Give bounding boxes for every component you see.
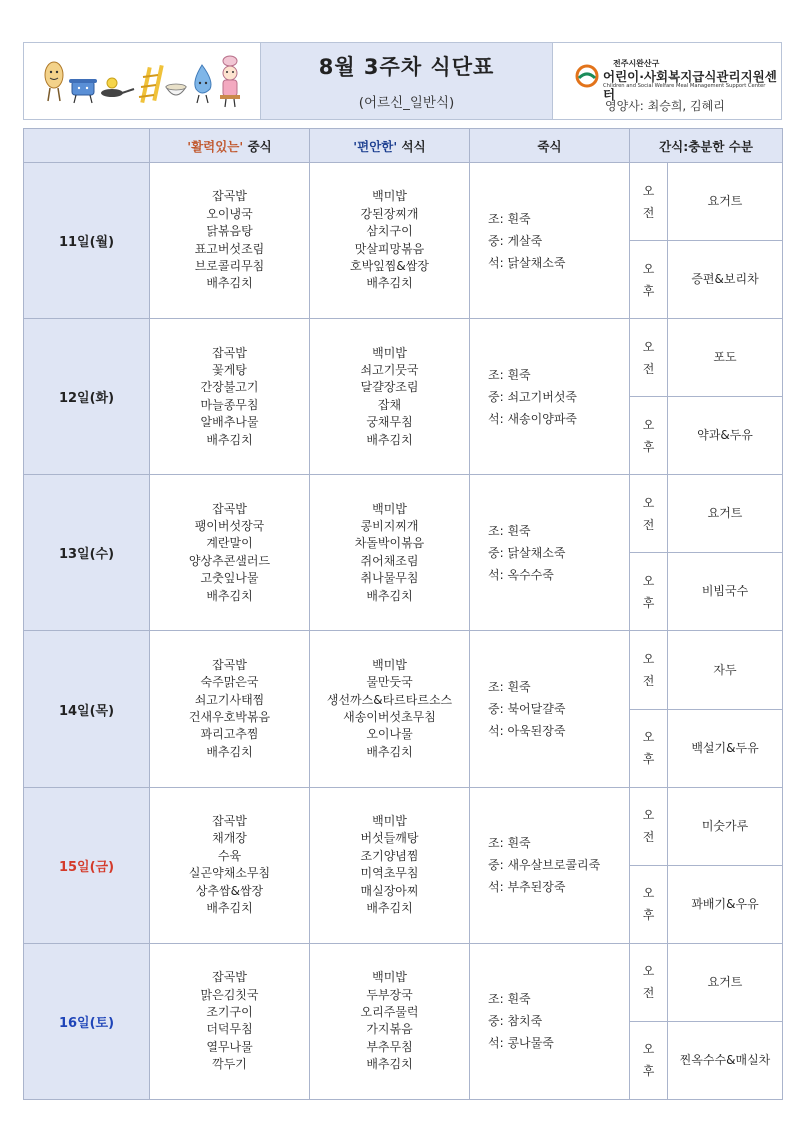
menu-item: 취나물무침 <box>360 571 419 586</box>
menu-item: 고춧잎나물 <box>200 571 259 586</box>
menu-item: 배추김치 <box>366 901 413 916</box>
snack-period-pm <box>630 241 668 319</box>
menu-item: 배추김치 <box>366 744 413 759</box>
menu-item: 생선까스&타르타르소스 <box>326 692 453 707</box>
period-char: 오 <box>642 495 655 510</box>
snack-pm: 찐옥수수&매실차 <box>668 1021 783 1099</box>
menu-item: 계란말이 <box>206 536 253 551</box>
period-char: 오 <box>642 730 655 745</box>
porridge-menu <box>470 787 630 943</box>
menu-item: 잡곡밥 <box>212 189 247 204</box>
period-char: 전 <box>642 674 655 688</box>
snack-pm: 백설기&두유 <box>668 709 783 787</box>
center-logo-icon <box>575 64 599 88</box>
day-label: 15일(금) <box>24 787 150 943</box>
menu-item: 물만둣국 <box>366 675 413 690</box>
day-label: 16일(토) <box>24 943 150 1099</box>
lunch-menu <box>150 475 310 631</box>
menu-item: 중: 북어달걀죽 <box>488 702 566 717</box>
menu-item: 배추김치 <box>366 588 413 603</box>
period-char: 후 <box>642 439 655 454</box>
menu-item: 수육 <box>217 848 242 863</box>
porridge-menu <box>470 163 630 319</box>
menu-item: 잡곡밥 <box>212 813 247 828</box>
porridge-menu <box>470 475 630 631</box>
menu-item: 잡곡밥 <box>212 970 247 985</box>
snack-period-pm <box>630 865 668 943</box>
snack-pm: 약과&두유 <box>668 397 783 475</box>
menu-item: 쇠고기사태찜 <box>194 692 265 707</box>
period-char: 오 <box>642 964 655 979</box>
menu-item: 배추김치 <box>206 588 253 603</box>
menu-item: 가지볶음 <box>366 1022 413 1037</box>
menu-item: 오리주물럭 <box>360 1004 419 1019</box>
table-row <box>24 787 783 865</box>
menu-item: 깍두기 <box>212 1057 247 1072</box>
org-block <box>553 43 781 119</box>
menu-item: 백미밥 <box>372 970 407 985</box>
org-english-name: Children and Social Welfare Meal Management Support Center <box>603 83 766 89</box>
period-char: 후 <box>642 908 655 923</box>
menu-item: 열무나물 <box>206 1039 253 1054</box>
menu-item: 조기구이 <box>206 1004 253 1019</box>
lunch-menu <box>150 163 310 319</box>
menu-item: 중: 닭살채소죽 <box>488 545 566 560</box>
menu-item: 조: 흰죽 <box>488 992 531 1007</box>
porridge-menu <box>470 943 630 1099</box>
menu-item: 배추김치 <box>366 276 413 291</box>
period-char: 전 <box>642 830 655 845</box>
menu-item: 잡곡밥 <box>212 345 247 360</box>
menu-body <box>24 163 783 1100</box>
period-char: 전 <box>642 205 655 220</box>
menu-item: 배추김치 <box>366 432 413 447</box>
menu-item: 쇠고기뭇국 <box>360 362 419 377</box>
menu-item: 알배추나물 <box>200 415 259 430</box>
cooking-characters-icon <box>24 43 261 121</box>
dietitian-names: 영양사: 최승희, 김혜리 <box>605 99 725 113</box>
snack-period-am <box>630 163 668 241</box>
menu-item: 중: 참치죽 <box>488 1014 543 1029</box>
menu-item: 조: 흰죽 <box>488 367 531 382</box>
menu-item: 백미밥 <box>372 813 407 828</box>
period-char: 전 <box>642 517 655 532</box>
period-char: 오 <box>642 808 655 823</box>
menu-item: 조: 흰죽 <box>488 680 531 695</box>
menu-item: 실곤약채소무침 <box>188 866 271 881</box>
lunch-menu <box>150 787 310 943</box>
menu-item: 꽈리고추찜 <box>200 727 259 742</box>
snack-am: 요거트 <box>668 163 783 241</box>
menu-item: 중: 새우살브로콜리죽 <box>488 858 601 873</box>
menu-item: 미역초무침 <box>360 866 419 881</box>
menu-item: 양상추콘샐러드 <box>188 553 271 568</box>
menu-item: 백미밥 <box>372 501 407 516</box>
snack-period-am <box>630 475 668 553</box>
snack-period-am <box>630 787 668 865</box>
day-label: 11일(월) <box>24 163 150 319</box>
dinner-menu <box>310 475 470 631</box>
menu-item: 차돌박이볶음 <box>354 536 425 551</box>
snack-am: 자두 <box>668 631 783 709</box>
snack-am: 요거트 <box>668 475 783 553</box>
period-char: 전 <box>642 986 655 1001</box>
menu-item: 버섯들깨탕 <box>360 831 419 846</box>
org-district: 전주시완산구 <box>613 59 660 68</box>
menu-item: 닭볶음탕 <box>206 224 253 239</box>
table-row <box>24 943 783 1021</box>
snack-period-pm <box>630 709 668 787</box>
menu-item: 오이나물 <box>366 727 413 742</box>
menu-item: 석: 콩나물죽 <box>488 1036 554 1051</box>
snack-am: 요거트 <box>668 943 783 1021</box>
menu-item: 조: 흰죽 <box>488 523 531 538</box>
menu-item: 맑은김칫국 <box>200 987 259 1002</box>
menu-item: 삼치구이 <box>366 224 413 239</box>
menu-item: 더덕무침 <box>206 1022 253 1037</box>
menu-item: 간장불고기 <box>200 380 259 395</box>
table-row <box>24 475 783 553</box>
snack-period-pm <box>630 1021 668 1099</box>
menu-item: 석: 닭살채소죽 <box>488 255 566 270</box>
menu-item: 배추김치 <box>366 1057 413 1072</box>
chef-illustration <box>24 43 261 119</box>
period-char: 후 <box>642 752 655 767</box>
period-char: 오 <box>642 1042 655 1057</box>
menu-item: 잡채 <box>377 397 402 412</box>
day-label: 12일(화) <box>24 319 150 475</box>
menu-item: 조: 흰죽 <box>488 211 531 226</box>
table-row <box>24 319 783 397</box>
snack-period-pm <box>630 553 668 631</box>
lunch-menu <box>150 631 310 787</box>
snack-period-am <box>630 631 668 709</box>
period-char: 후 <box>642 595 655 610</box>
menu-item: 브로콜리무침 <box>194 258 265 273</box>
menu-item: 석: 옥수수죽 <box>488 567 554 582</box>
menu-item: 석: 아욱된장죽 <box>488 724 566 739</box>
header-day <box>24 129 150 163</box>
menu-item: 새송이버섯초무침 <box>343 710 436 725</box>
header-dinner: '편안한' 석식 <box>310 129 470 163</box>
menu-item: 표고버섯조림 <box>194 241 265 256</box>
header-lunch: '활력있는' 중식 <box>150 129 310 163</box>
lunch-menu <box>150 319 310 475</box>
menu-item: 조: 흰죽 <box>488 836 531 851</box>
menu-item: 부추무침 <box>366 1039 413 1054</box>
menu-item: 달걀장조림 <box>360 380 419 395</box>
menu-item: 배추김치 <box>206 744 253 759</box>
menu-item: 중: 게살죽 <box>488 233 543 248</box>
menu-item: 중: 쇠고기버섯죽 <box>488 389 578 404</box>
menu-item: 맛살피망볶음 <box>354 241 425 256</box>
header-porridge: 죽식 <box>470 129 630 163</box>
period-char: 오 <box>642 183 655 198</box>
menu-item: 백미밥 <box>372 189 407 204</box>
menu-item: 강된장찌개 <box>360 206 419 221</box>
title-block <box>261 43 553 119</box>
period-char: 후 <box>642 1064 655 1079</box>
table-header-row <box>24 129 783 163</box>
menu-item: 배추김치 <box>206 901 253 916</box>
menu-item: 조기양념찜 <box>360 848 419 863</box>
menu-item: 오이냉국 <box>206 206 253 221</box>
dinner-menu <box>310 787 470 943</box>
lunch-menu <box>150 943 310 1099</box>
snack-pm: 꽈배기&우유 <box>668 865 783 943</box>
page-title: 8월 3주차 식단표 <box>318 55 495 79</box>
menu-item: 잡곡밥 <box>212 657 247 672</box>
menu-item: 채개장 <box>212 831 247 846</box>
menu-item: 백미밥 <box>372 657 407 672</box>
snack-pm: 증편&보리차 <box>668 241 783 319</box>
period-char: 오 <box>642 652 655 666</box>
snack-period-am <box>630 943 668 1021</box>
period-char: 오 <box>642 573 655 588</box>
dinner-menu <box>310 943 470 1099</box>
period-char: 오 <box>642 261 655 276</box>
period-char: 전 <box>642 361 655 376</box>
table-row <box>24 163 783 241</box>
snack-am: 미숫가루 <box>668 787 783 865</box>
dinner-menu <box>310 163 470 319</box>
snack-period-pm <box>630 397 668 475</box>
page-header <box>23 42 782 120</box>
day-label: 14일(목) <box>24 631 150 787</box>
period-char: 오 <box>642 886 655 901</box>
weekly-menu-table <box>23 128 783 1100</box>
day-label: 13일(수) <box>24 475 150 631</box>
snack-am: 포도 <box>668 319 783 397</box>
menu-item: 궁채무침 <box>366 415 413 430</box>
menu-item: 콩비지찌개 <box>360 519 419 534</box>
org-name: 어린이·사회복지급식관리지원센터 <box>603 69 777 102</box>
menu-item: 마늘종무침 <box>200 397 259 412</box>
menu-item: 배추김치 <box>206 432 253 447</box>
menu-item: 건새우호박볶음 <box>188 710 271 725</box>
menu-item: 매실장아찌 <box>360 883 419 898</box>
header-snack: 간식:충분한 수분 <box>630 129 783 163</box>
menu-item: 백미밥 <box>372 345 407 360</box>
period-char: 오 <box>642 339 655 354</box>
table-row <box>24 631 783 709</box>
snack-period-am <box>630 319 668 397</box>
period-char: 후 <box>642 283 655 298</box>
snack-pm: 비빔국수 <box>668 553 783 631</box>
porridge-menu <box>470 319 630 475</box>
menu-item: 석: 새송이양파죽 <box>488 411 578 426</box>
page-subtitle: (어르신_일반식) <box>358 95 455 111</box>
menu-item: 상추쌈&쌈장 <box>195 883 264 898</box>
menu-item: 쥐어채조림 <box>360 553 419 568</box>
menu-item: 숙주맑은국 <box>200 675 259 690</box>
menu-item: 호박잎찜&쌈장 <box>350 258 429 273</box>
porridge-menu <box>470 631 630 787</box>
dinner-menu <box>310 319 470 475</box>
menu-item: 꽃게탕 <box>212 362 247 377</box>
dinner-menu <box>310 631 470 787</box>
period-char: 오 <box>642 417 655 432</box>
menu-item: 팽이버섯장국 <box>194 519 265 534</box>
menu-item: 두부장국 <box>366 987 413 1002</box>
menu-item: 석: 부추된장죽 <box>488 880 566 895</box>
menu-item: 잡곡밥 <box>212 501 247 516</box>
menu-item: 배추김치 <box>206 276 253 291</box>
